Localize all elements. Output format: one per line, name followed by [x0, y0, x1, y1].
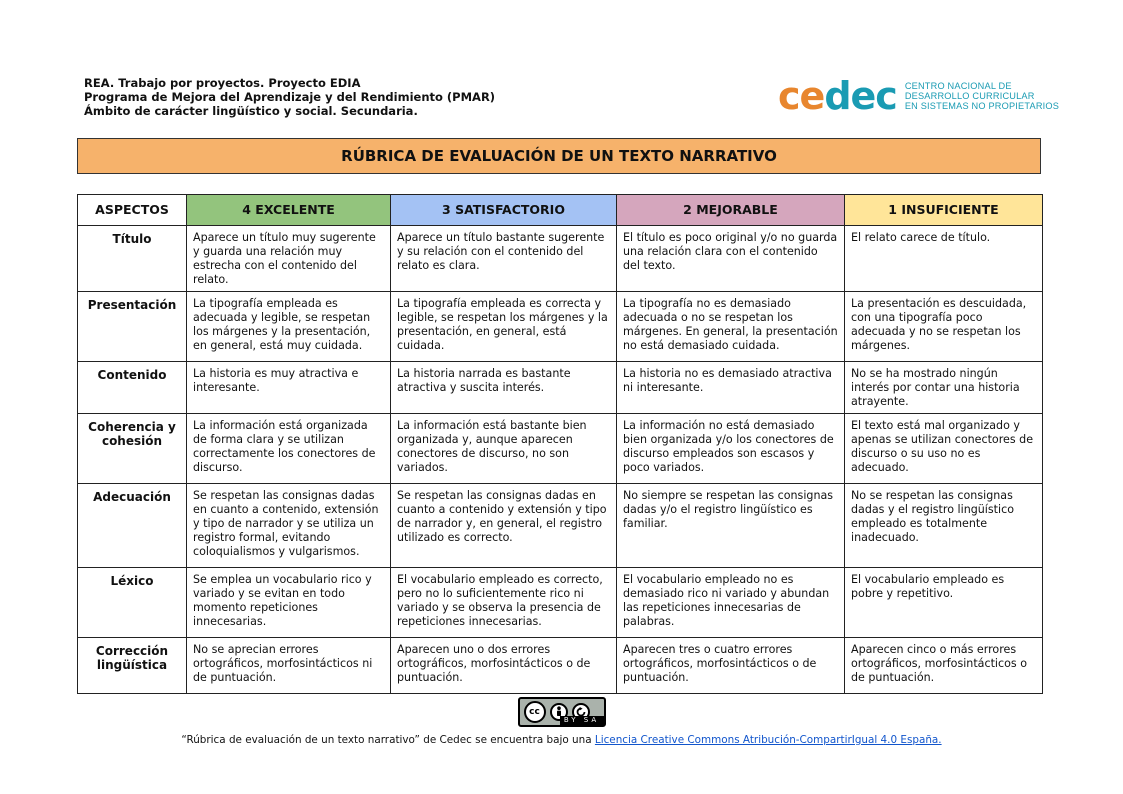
- table-cell: Aparecen tres o cuatro errores ortográficos, morfosintácticos o de puntuación.: [617, 638, 845, 694]
- rubric-header-row: [78, 195, 1043, 226]
- column-header-improvable: 2 MEJORABLE: [617, 195, 845, 226]
- cedec-logo-subtitle: [905, 81, 1059, 111]
- row-aspect-correction: Corrección lingüística: [78, 638, 187, 694]
- column-header-insufficient: 1 INSUFICIENTE: [845, 195, 1043, 226]
- header-line-project: REA. Trabajo por proyectos. Proyecto EDIA: [84, 76, 361, 90]
- row-aspect-coherence: Coherencia y cohesión: [78, 414, 187, 484]
- cc-sa-label: SA: [583, 716, 600, 724]
- table-cell: El título es poco original y/o no guarda una relación clara con el contenido del texto.: [617, 226, 845, 292]
- cc-by-label: BY: [563, 716, 579, 724]
- logo-sub-line2: DESARROLLO CURRICULAR: [904, 91, 1035, 101]
- table-cell: Aparece un título muy sugerente y guarda una relación muy estrecha con el contenido del relato.: [187, 226, 391, 292]
- table-cell: El texto está mal organizado y apenas se utilizan conectores de discurso o su uso no es adecuado.: [845, 414, 1043, 484]
- rubric-table: [77, 194, 1043, 694]
- table-row: [78, 362, 1043, 414]
- column-header-aspects: ASPECTOS: [78, 195, 187, 226]
- cc-by-sa-badge[interactable]: [518, 697, 606, 727]
- table-cell: La tipografía no es demasiado adecuada o no se respetan los márgenes. En general, la presentación no está demasiado cuidada.: [617, 292, 845, 362]
- table-cell: El vocabulario empleado no es demasiado rico ni variado y abundan las repeticiones innecesarias de palabras.: [617, 568, 845, 638]
- row-aspect-adequacy: Adecuación: [78, 484, 187, 568]
- column-header-excellent: 4 EXCELENTE: [187, 195, 391, 226]
- license-statement: [0, 734, 1123, 746]
- table-cell: El vocabulario empleado es pobre y repetitivo.: [845, 568, 1043, 638]
- cedec-logo-wordmark: [778, 76, 897, 116]
- cc-badge-label: [560, 716, 604, 725]
- table-cell: No se ha mostrado ningún interés por contar una historia atrayente.: [845, 362, 1043, 414]
- table-row: [78, 292, 1043, 362]
- table-cell: La tipografía empleada es adecuada y legible, se respetan los márgenes y la presentación, en general, está muy cuidada.: [187, 292, 391, 362]
- cc-icon: cc: [524, 701, 546, 723]
- table-row: [78, 414, 1043, 484]
- table-cell: Aparece un título bastante sugerente y su relación con el contenido del relato es clara.: [391, 226, 617, 292]
- row-aspect-title: Título: [78, 226, 187, 292]
- table-cell: La historia es muy atractiva e interesante.: [187, 362, 391, 414]
- row-aspect-lexicon: Léxico: [78, 568, 187, 638]
- row-aspect-presentation: Presentación: [78, 292, 187, 362]
- table-row: [78, 638, 1043, 694]
- logo-sub-line1: CENTRO NACIONAL DE: [904, 81, 1012, 91]
- table-row: [78, 484, 1043, 568]
- cedec-logo: [778, 76, 1059, 116]
- table-cell: Aparecen uno o dos errores ortográficos, morfosintácticos o de puntuación.: [391, 638, 617, 694]
- table-cell: La presentación es descuidada, con una tipografía poco adecuada y no se respetan los márgenes.: [845, 292, 1043, 362]
- document-header: [84, 76, 495, 118]
- logo-word-part1: ce: [778, 74, 825, 118]
- row-aspect-content: Contenido: [78, 362, 187, 414]
- table-cell: La información está organizada de forma clara y se utilizan correctamente los conectores de discurso.: [187, 414, 391, 484]
- license-link[interactable]: Licencia Creative Commons Atribución-CompartirIgual 4.0 España.: [594, 734, 942, 746]
- table-cell: Se respetan las consignas dadas en cuanto a contenido, extensión y tipo de narrador y se utiliza un registro formal, evitando coloquialismos y vulgarismos.: [187, 484, 391, 568]
- table-cell: La historia no es demasiado atractiva ni interesante.: [617, 362, 845, 414]
- table-cell: Se emplea un vocabulario rico y variado y se evitan en todo momento repeticiones innecesarias.: [187, 568, 391, 638]
- rubric-title: RÚBRICA DE EVALUACIÓN DE UN TEXTO NARRATIVO: [77, 138, 1041, 174]
- header-line-program: Programa de Mejora del Aprendizaje y del Rendimiento (PMAR): [84, 90, 496, 104]
- column-header-satisfactory: 3 SATISFACTORIO: [391, 195, 617, 226]
- table-cell: El vocabulario empleado es correcto, pero no lo suficientemente rico ni variado y se observa la presencia de repeticiones innecesarias.: [391, 568, 617, 638]
- table-cell: No se respetan las consignas dadas y el registro lingüístico empleado es totalmente inadecuado.: [845, 484, 1043, 568]
- logo-sub-line3: EN SISTEMAS NO PROPIETARIOS: [904, 101, 1060, 111]
- table-cell: La tipografía empleada es correcta y legible, se respetan los márgenes y la presentación, en general, está cuidada.: [391, 292, 617, 362]
- logo-word-part2: dec: [824, 74, 897, 118]
- license-footer: [0, 697, 1123, 746]
- header-line-scope: Ámbito de carácter lingüístico y social. Secundaria.: [84, 104, 418, 118]
- table-cell: La historia narrada es bastante atractiva y suscita interés.: [391, 362, 617, 414]
- table-cell: Se respetan las consignas dadas en cuanto a contenido y extensión y tipo de narrador y, en general, el registro utilizado es correcto.: [391, 484, 617, 568]
- table-cell: La información no está demasiado bien organizada y/o los conectores de discurso empleados son escasos y poco variados.: [617, 414, 845, 484]
- table-row: [78, 568, 1043, 638]
- license-text: “Rúbrica de evaluación de un texto narrativo” de Cedec se encuentra bajo una: [181, 734, 595, 746]
- table-cell: El relato carece de título.: [845, 226, 1043, 292]
- table-row: [78, 226, 1043, 292]
- table-cell: Aparecen cinco o más errores ortográficos, morfosintácticos o de puntuación.: [845, 638, 1043, 694]
- table-cell: La información está bastante bien organizada y, aunque aparecen conectores de discurso, no son variados.: [391, 414, 617, 484]
- table-cell: No siempre se respetan las consignas dadas y/o el registro lingüístico es familiar.: [617, 484, 845, 568]
- table-cell: No se aprecian errores ortográficos, morfosintácticos ni de puntuación.: [187, 638, 391, 694]
